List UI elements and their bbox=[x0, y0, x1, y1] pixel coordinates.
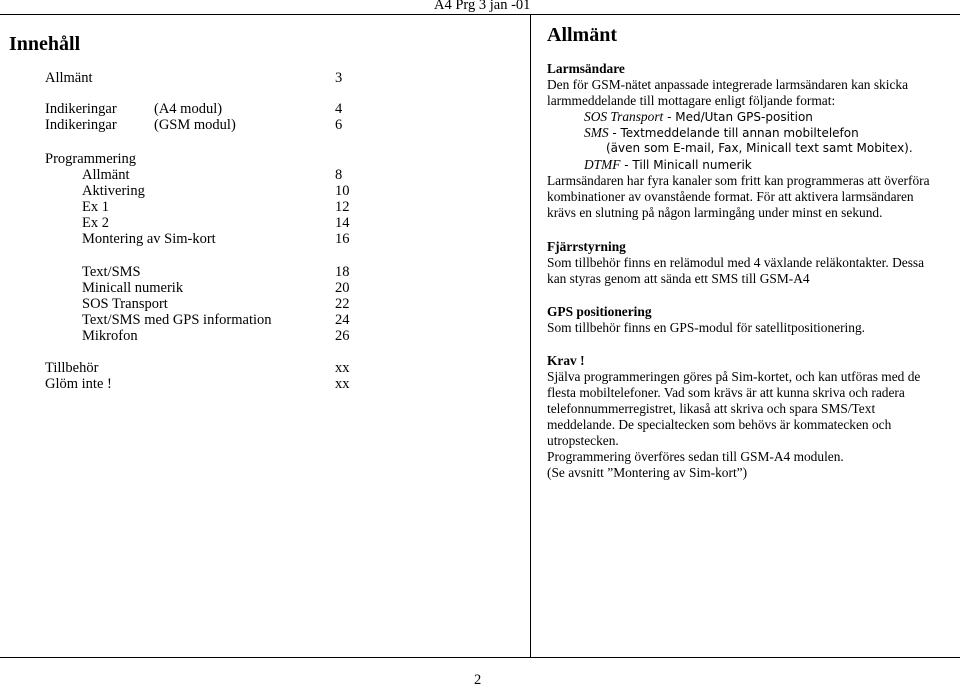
format-sms-text: - Textmeddelande till annan mobiltelefon bbox=[608, 126, 859, 140]
toc-entry-page: 20 bbox=[335, 280, 350, 296]
toc-entry-label: Ex 1 bbox=[82, 199, 109, 215]
gps-line-1: Som tillbehör finns en GPS-modul för satellitpositionering. bbox=[547, 320, 866, 335]
larm-heading: Larmsändare bbox=[547, 61, 625, 76]
column-divider bbox=[530, 14, 531, 657]
toc-entry-page: 10 bbox=[335, 183, 350, 199]
channels-line-3: krävs en slutning på någon larmingång under minst en sekund. bbox=[547, 205, 883, 220]
page-number: 2 bbox=[474, 672, 482, 688]
fjarr-heading: Fjärrstyrning bbox=[547, 239, 626, 254]
format-dtmf-text: - Till Minicall numerik bbox=[620, 158, 752, 172]
toc-entry-label: Ex 2 bbox=[82, 215, 109, 231]
toc-entry-page: xx bbox=[335, 360, 350, 376]
toc-title: Innehåll bbox=[9, 33, 81, 55]
page-header: A4 Prg 3 jan -01 bbox=[434, 0, 531, 13]
format-dtmf-label: DTMF bbox=[584, 157, 621, 172]
header-rule bbox=[0, 14, 960, 15]
channels-line-1: Larmsändaren har fyra kanaler som fritt kan programmeras att överföra bbox=[547, 173, 930, 188]
toc-entry-sub: (GSM modul) bbox=[154, 117, 236, 133]
format-sos-label: SOS Transport bbox=[584, 109, 664, 124]
toc-entry-page: 24 bbox=[335, 312, 350, 328]
toc-entry-page: 14 bbox=[335, 215, 350, 231]
krav-heading: Krav ! bbox=[547, 353, 585, 368]
toc-entry-label: Aktivering bbox=[82, 183, 145, 199]
toc-entry-label: Tillbehör bbox=[45, 360, 99, 376]
toc-entry-page: 3 bbox=[335, 70, 343, 86]
format-sms bbox=[584, 125, 859, 141]
format-sos-text: - Med/Utan GPS-position bbox=[663, 110, 813, 124]
format-dtmf bbox=[584, 157, 752, 173]
toc-entry-label: Indikeringar bbox=[45, 117, 117, 133]
toc-entry-label: Allmänt bbox=[45, 70, 93, 86]
toc-entry-label: Text/SMS bbox=[82, 264, 141, 280]
toc-entry-label: Indikeringar bbox=[45, 101, 117, 117]
krav-line-5: utropstecken. bbox=[547, 433, 619, 448]
toc-entry-label: Glöm inte ! bbox=[45, 376, 112, 392]
toc-entry-page: 8 bbox=[335, 167, 343, 183]
toc-entry-label: Programmering bbox=[45, 151, 137, 167]
section-title: Allmänt bbox=[547, 24, 617, 46]
toc-entry-page: xx bbox=[335, 376, 350, 392]
krav-line-1: Själva programmeringen göres på Sim-kortet, och kan utföras med de bbox=[547, 369, 921, 384]
krav-line-3: telefonnummerregistret, likaså att skriva och spara SMS/Text bbox=[547, 401, 876, 416]
toc-entry-sub: (A4 modul) bbox=[154, 101, 223, 117]
krav-line-4: meddelande. De specialtecken som behövs är kommatecken och bbox=[547, 417, 892, 432]
fjarr-line-2: kan styras genom att sända ett SMS till GSM-A4 bbox=[547, 271, 810, 286]
krav-line-7: (Se avsnitt ”Montering av Sim-kort”) bbox=[547, 465, 748, 480]
toc-entry-page: 26 bbox=[335, 328, 350, 344]
toc-entry-label: SOS Transport bbox=[82, 296, 168, 312]
toc-entry-page: 18 bbox=[335, 264, 350, 280]
format-sms-note: (även som E-mail, Fax, Minicall text samt Mobitex). bbox=[606, 141, 913, 155]
toc-entry-page: 6 bbox=[335, 117, 343, 133]
format-sms-label: SMS bbox=[584, 125, 609, 140]
toc-entry-page: 4 bbox=[335, 101, 343, 117]
toc-entry-page: 22 bbox=[335, 296, 350, 312]
fjarr-line-1: Som tillbehör finns en relämodul med 4 växlande reläkontakter. Dessa bbox=[547, 255, 925, 270]
toc-entry-page: 12 bbox=[335, 199, 350, 215]
gps-heading: GPS positionering bbox=[547, 304, 652, 319]
krav-line-6: Programmering överföres sedan till GSM-A4 modulen. bbox=[547, 449, 844, 464]
toc-entry-label: Montering av Sim-kort bbox=[82, 231, 216, 247]
toc-entry-label: Minicall numerik bbox=[82, 280, 184, 296]
format-sos bbox=[584, 109, 813, 125]
toc-entry-label: Mikrofon bbox=[82, 328, 138, 344]
toc-entry-page: 16 bbox=[335, 231, 350, 247]
larm-line-2: larmmeddelande till mottagare enligt följande format: bbox=[547, 93, 836, 108]
footer-rule bbox=[0, 657, 960, 658]
channels-line-2: kombinationer av ovanstående format. För att aktivera larmsändaren bbox=[547, 189, 914, 204]
toc-entry-label: Allmänt bbox=[82, 167, 130, 183]
toc-entry-label: Text/SMS med GPS information bbox=[82, 312, 272, 328]
larm-line-1: Den för GSM-nätet anpassade integrerade larmsändaren kan skicka bbox=[547, 77, 909, 92]
krav-line-2: flesta mobiltelefoner. Vad som krävs är att kunna skriva och radera bbox=[547, 385, 905, 400]
